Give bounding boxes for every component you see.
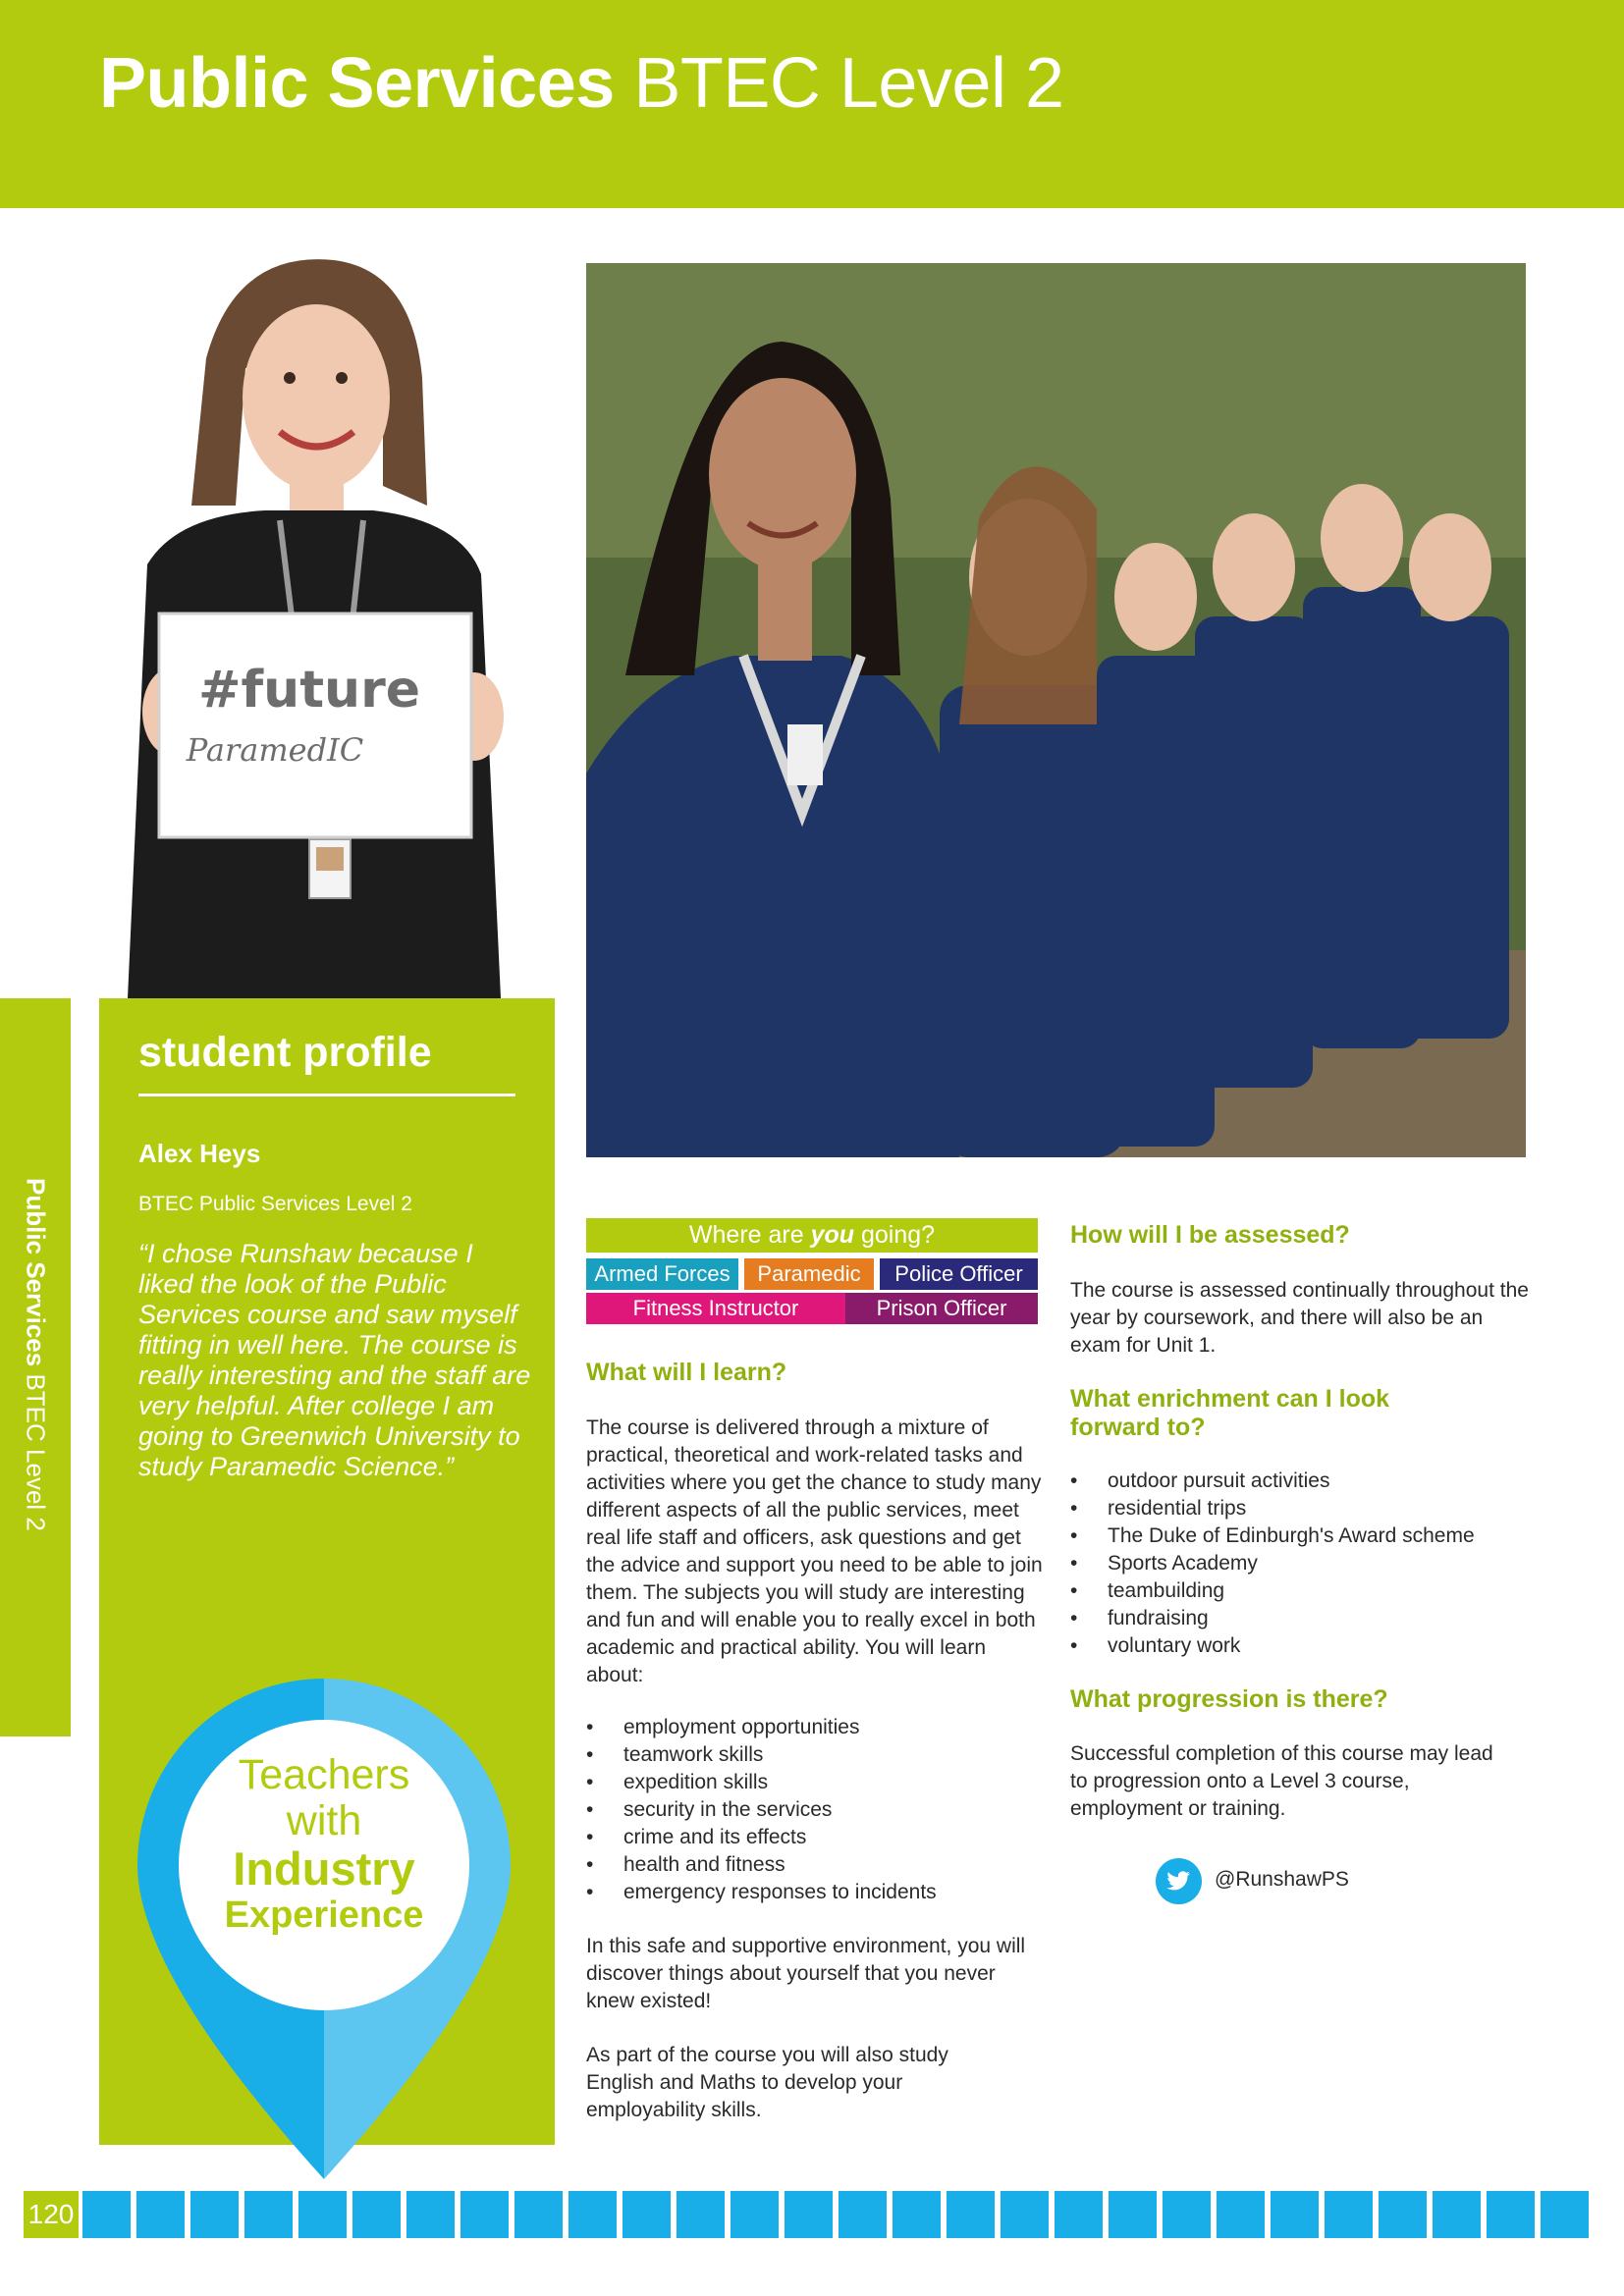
footer-square xyxy=(893,2191,941,2238)
list-item: • The Duke of Edinburgh's Award scheme xyxy=(1070,1522,1542,1550)
list-item: • Sports Academy xyxy=(1070,1550,1542,1577)
footer-square xyxy=(352,2191,401,2238)
profile-course: BTEC Public Services Level 2 xyxy=(138,1193,412,1215)
footer-square xyxy=(1109,2191,1157,2238)
page-number: 120 xyxy=(24,2191,79,2238)
footer-square xyxy=(406,2191,455,2238)
twitter-icon[interactable] xyxy=(1156,1858,1202,1904)
pin-line-4: Experience xyxy=(224,1895,424,1936)
progression-text: Successful completion of this course may lead to progression onto a Level 3 course, employment or training. xyxy=(1070,1742,1493,1820)
profile-quote: “I chose Runshaw because I liked the look of the Public Services course and saw myself fitting in well here. The course is really interesting and the staff are very helpful. After college I am going to Greenwich University to study Paramedic Science.” xyxy=(138,1239,531,1481)
side-label-bold: Public Services xyxy=(21,1178,51,1367)
careers-emphasis: you xyxy=(810,1221,855,1249)
list-item: • expedition skills xyxy=(586,1769,1043,1796)
footer-square xyxy=(460,2191,509,2238)
footer-square xyxy=(1217,2191,1265,2238)
careers-banner xyxy=(586,1218,1038,1253)
list-item: • teamwork skills xyxy=(586,1741,1043,1769)
group-photo xyxy=(586,263,1526,1157)
learn-para-2: In this safe and supportive environment, you will discover things about yourself that you never knew existed! xyxy=(586,1935,1026,2012)
pin-line-2: with xyxy=(286,1797,362,1844)
title-light: BTEC Level 2 xyxy=(614,44,1064,123)
footer-square xyxy=(82,2191,131,2238)
profile-divider xyxy=(138,1094,515,1096)
sign-hashtag: #future xyxy=(197,661,421,720)
footer-square xyxy=(1325,2191,1373,2238)
profile-heading: student profile xyxy=(138,1029,432,1076)
side-tab-label xyxy=(21,1178,51,1531)
footer-square xyxy=(1001,2191,1049,2238)
list-item: • health and fitness xyxy=(586,1851,1043,1879)
footer-square xyxy=(839,2191,887,2238)
career-chip: Fitness Instructor xyxy=(586,1293,845,1324)
enrichment-heading: What enrichment can I look forward to? xyxy=(1070,1385,1390,1441)
career-chip: Paramedic xyxy=(744,1258,874,1290)
footer-square xyxy=(623,2191,671,2238)
list-item: • emergency responses to incidents xyxy=(586,1879,1043,1906)
footer-square xyxy=(1487,2191,1535,2238)
pin-line-3: Industry xyxy=(233,1842,415,1895)
careers-suffix: going? xyxy=(854,1221,936,1249)
list-item: • fundraising xyxy=(1070,1605,1542,1632)
profile-name: Alex Heys xyxy=(138,1139,261,1168)
list-item: • teambuilding xyxy=(1070,1577,1542,1605)
list-item: • employment opportunities xyxy=(586,1714,1043,1741)
footer-square xyxy=(947,2191,995,2238)
learn-list xyxy=(586,1714,1043,1906)
footer-square xyxy=(731,2191,779,2238)
learn-intro: The course is delivered through a mixture of practical, theoretical and work-related tasks and activities where you get the chance to study many different aspects of all the public services, meet real life staff and officers, ask questions and get the advice and support you need to be able to join them. The subjects you will study are interesting and fun and will enable you to really excel in both academic and practical ability. You will learn about: xyxy=(586,1416,1043,1686)
learn-para-3: As part of the course you will also study English and Maths to develop your employability skills. xyxy=(586,2044,948,2121)
footer-square xyxy=(568,2191,617,2238)
student-photo xyxy=(88,250,555,998)
footer-square xyxy=(1379,2191,1427,2238)
footer-square xyxy=(190,2191,239,2238)
pin-text xyxy=(167,1752,481,1937)
twitter-handle[interactable]: @RunshawPS xyxy=(1215,1868,1349,1891)
footer-square xyxy=(1433,2191,1481,2238)
footer-square xyxy=(677,2191,725,2238)
progression-heading: What progression is there? xyxy=(1070,1685,1388,1713)
sign-word: ParamedIC xyxy=(186,731,364,769)
footer-square xyxy=(1163,2191,1211,2238)
pin-line-1: Teachers xyxy=(238,1751,410,1798)
list-item: • security in the services xyxy=(586,1796,1043,1824)
footer-square xyxy=(785,2191,833,2238)
assessed-text: The course is assessed continually throughout the year by coursework, and there will also be an exam for Unit 1. xyxy=(1070,1279,1529,1357)
assessed-heading: How will I be assessed? xyxy=(1070,1221,1350,1249)
footer-square xyxy=(1055,2191,1103,2238)
learn-heading: What will I learn? xyxy=(586,1359,787,1386)
side-label-light: BTEC Level 2 xyxy=(21,1366,51,1531)
careers-prefix: Where are xyxy=(688,1221,811,1249)
footer-square xyxy=(1541,2191,1589,2238)
footer-square xyxy=(298,2191,347,2238)
title-bold: Public Services xyxy=(99,44,615,123)
career-chip: Prison Officer xyxy=(845,1293,1038,1324)
enrichment-list xyxy=(1070,1468,1542,1660)
footer-square xyxy=(136,2191,185,2238)
career-chip: Armed Forces xyxy=(586,1258,738,1290)
list-item: • outdoor pursuit activities xyxy=(1070,1468,1542,1495)
list-item: • voluntary work xyxy=(1070,1632,1542,1660)
footer-square xyxy=(244,2191,293,2238)
career-chip: Police Officer xyxy=(880,1258,1038,1290)
footer-square xyxy=(514,2191,563,2238)
list-item: • crime and its effects xyxy=(586,1824,1043,1851)
footer-square xyxy=(1271,2191,1319,2238)
page-title xyxy=(99,39,1064,128)
list-item: • residential trips xyxy=(1070,1495,1542,1522)
